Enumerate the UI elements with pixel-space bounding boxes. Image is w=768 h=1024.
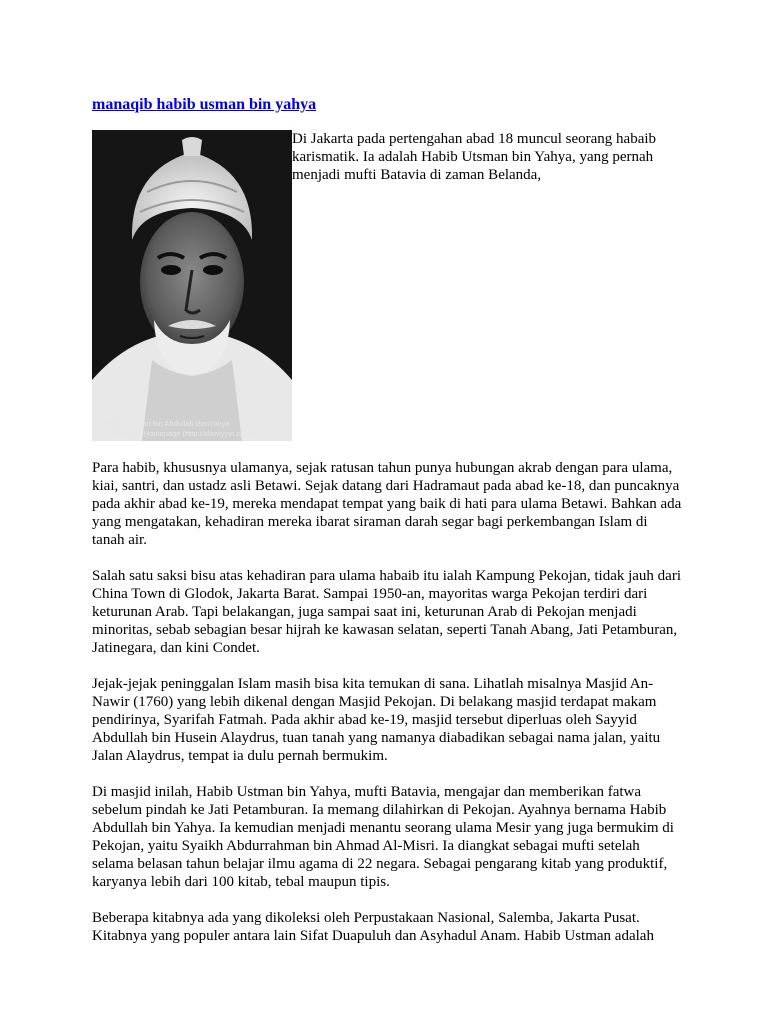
portrait-photo xyxy=(92,130,292,441)
photo-caption-line1: Al-Habib Utsman bin Abdullah BenYahya xyxy=(94,419,230,428)
paragraph: Di masjid inilah, Habib Ustman bin Yahya, mufti Batavia, mengajar dan memberikan fatwa sebelum pindah ke Jati Petamburan. Ia memang dilahirkan di Pekojan. Ayahnya bernama Habib Abdullah bin Yahya. Ia kemudian menjadi menantu seorang ulama Mesir yang juga bermukim di Pekojan, yaitu Syaikh Abdurrahman bin Ahmad Al-Misri. Ia diangkat sebagai mufti setelah selama belasan tahun belajar ilmu agama di 22 negara. Sebagai pengarang kitab yang produktif, karyanya lebih dari 100 kitab, tebal maupun tipis. xyxy=(92,784,674,890)
document-page xyxy=(92,95,682,945)
intro-text: Di Jakarta pada pertengahan abad 18 muncul seorang habaib karismatik. Ia adalah Habib Utsman bin Yahya, yang pernah menjadi mufti Batavia di zaman Belanda, xyxy=(292,131,657,183)
intro-section xyxy=(92,130,682,441)
photo-caption-line2: © Al-Alawiyyin Homepage (http://alawiyyin.cjb.net) xyxy=(94,429,261,438)
photo-caption xyxy=(94,419,261,439)
paragraph: Jejak-jejak peninggalan Islam masih bisa kita temukan di sana. Lihatlah misalnya Masjid An-Nawir (1760) yang lebih dikenal dengan Masjid Pekojan. Di belakang masjid terdapat makam pendirinya, Syarifah Fatmah. Pada akhir abad ke-19, masjid tersebut diperluas oleh Sayyid Abdullah bin Husein Alaydrus, tuan tanah yang namanya diabadikan sebagai nama jalan, yaitu Jalan Alaydrus, tempat ia dulu pernah bermukim. xyxy=(92,676,661,764)
page-title-link[interactable]: manaqib habib usman bin yahya xyxy=(92,96,317,113)
paragraph: Para habib, khususnya ulamanya, sejak ratusan tahun punya hubungan akrab dengan para ulama, kiai, santri, dan ustadz asli Betawi. Sejak datang dari Hadramaut pada abad ke-18, dan puncaknya pada akhir abad ke-19, mereka mendapat tempat yang baik di hati para ulama Betawi. Bahkan ada yang mengatakan, kehadiran mereka ibarat siraman darah segar bagi perkembangan Islam di tanah air. xyxy=(92,460,682,548)
paragraph: Beberapa kitabnya ada yang dikoleksi oleh Perpustakaan Nasional, Salemba, Jakarta Pusat. Kitabnya yang populer antara lain Sifat Duapuluh dan Asyhadul Anam. Habib Ustman adalah xyxy=(92,910,654,944)
paragraph: Salah satu saksi bisu atas kehadiran para ulama habaib itu ialah Kampung Pekojan, tidak jauh dari China Town di Glodok, Jakarta Barat. Sampai 1950-an, mayoritas warga Pekojan terdiri dari keturunan Arab. Tapi belakangan, juga sampai saat ini, keturunan Arab di Pekojan menjadi minoritas, sebab sebagian besar hijrah ke kawasan selatan, seperti Tanah Abang, Jati Petamburan, Jatinegara, dan kini Condet. xyxy=(92,568,681,656)
portrait-drawing xyxy=(92,130,292,441)
